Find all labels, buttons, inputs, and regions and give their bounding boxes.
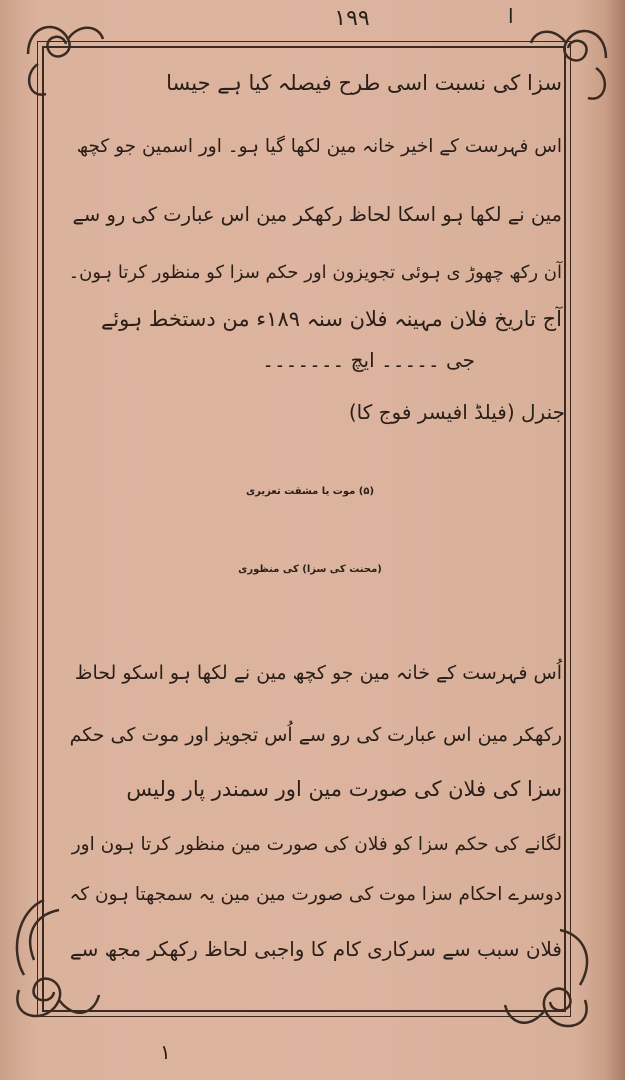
section-heading-line-2: (محنت کی سزا) کی منظوری [238,564,382,575]
text-line: اس فہرست کے اخیر خانہ مین لکھا گیا ہو۔ اور اسمین جو کچھ [76,136,562,157]
text-line: لگانے کی حکم سزا کو فلان کی صورت مین منظور کرتا ہون اور [71,834,562,855]
text-line: آج تاریخ فلان مہینہ فلان سنہ ۱۸۹ء من دستخط ہوئے [100,307,562,331]
text-line: رکھکر مین اس عبارت کی رو سے اُس تجویز اور موت کی حکم [69,724,562,746]
signature-role: جنرل (فیلڈ افیسر فوج کا) [348,400,565,424]
page-number: ۱۹۹ [334,6,370,31]
bottom-paragraph [62,660,562,1000]
signature-line: جی ۔۔۔۔۔ ایچ ۔۔۔۔۔۔۔ [262,348,475,372]
text-line: سزا کی فلان کی صورت مین اور سمندر پار ولیس [126,777,562,801]
text-line: مین نے لکھا ہو اسکا لحاظ رکھکر مین اس عبارت کی رو سے [72,203,562,226]
book-spine-edge [607,0,625,1080]
text-line: سزا کی نسبت اسی طرح فیصلہ کیا ہے جیسا [166,71,562,95]
section-heading-line-1: (۵) موت یا مشقت تعزیری [245,486,375,497]
top-paragraph [62,70,562,330]
footer-mark: ۱ [160,1040,171,1064]
text-line: آن رکھ چھوڑ ی ہوئی تجویزون اور حکم سزا کو منظور کرتا ہون۔ [68,262,562,283]
text-line: اُس فہرست کے خانہ مین جو کچھ مین نے لکھا ہو اسکو لحاظ [74,662,562,684]
corner-mark: ا [508,4,514,28]
text-line: دوسرے احکام سزا موت کی صورت مین مین یہ سمجھتا ہون کہ [69,884,562,905]
text-line: فلان سبب سے سرکاری کام کا واجبی لحاظ رکھکر مجھ سے [69,937,562,961]
